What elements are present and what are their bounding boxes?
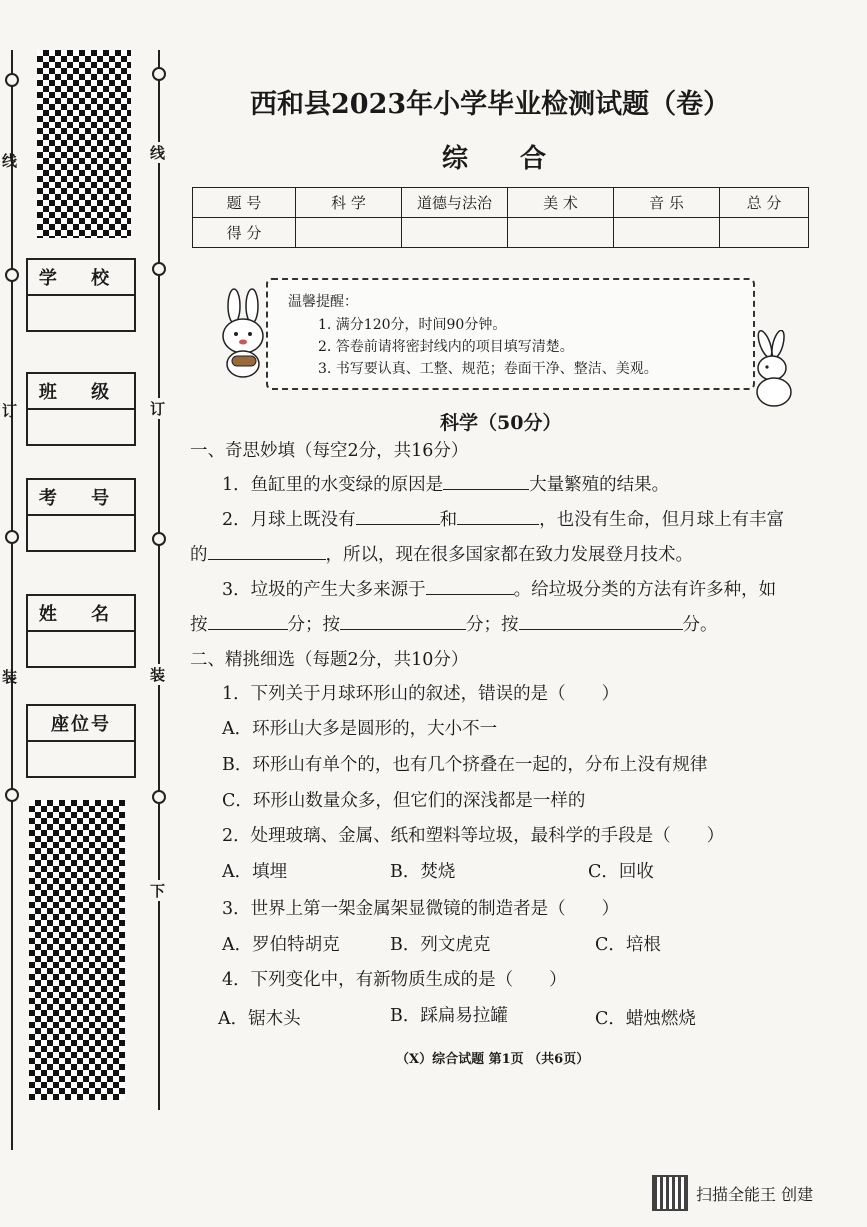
score-header: 科 学 <box>296 188 402 218</box>
option: A．环形山大多是圆形的，大小不一 <box>222 719 498 739</box>
close-paren: ） <box>601 899 620 919</box>
mc-question-1 <box>222 680 619 705</box>
name-label: 姓 名 <box>28 596 134 632</box>
score-table <box>192 187 809 248</box>
page-subtitle: 综 合 <box>442 144 547 174</box>
question-text: 2．月球上既没有 <box>222 510 356 530</box>
question-3 <box>222 576 776 601</box>
question-3-cont <box>190 611 718 636</box>
bunny-right-illustration <box>748 330 798 410</box>
answer-blank[interactable] <box>340 611 466 630</box>
page-title: 西和县2023年小学毕业检测试题（卷） <box>250 89 731 120</box>
binding-char: 线 <box>150 144 166 162</box>
score-header: 音 乐 <box>614 188 720 218</box>
part1-heading: 一、奇思妙填（每空2分，共16分） <box>190 441 469 461</box>
scanner-watermark: 扫描全能王 创建 <box>696 1185 814 1204</box>
seat-number-label: 座位号 <box>28 706 134 742</box>
name-field[interactable] <box>26 594 136 668</box>
option: C．环形山数量众多，但它们的深浅都是一样的 <box>222 791 586 811</box>
checker-pattern-top <box>37 50 131 238</box>
question-text: 4．下列变化中，有新物质生成的是（ <box>222 970 514 990</box>
option: B．焚烧 <box>390 862 456 882</box>
question-text: 2．处理玻璃、金属、纸和塑料等垃圾，最科学的手段是（ <box>222 826 671 846</box>
score-cell-art[interactable] <box>508 218 614 248</box>
question-1 <box>222 471 669 496</box>
exam-number-label: 考 号 <box>28 480 134 516</box>
school-field[interactable] <box>26 258 136 332</box>
answer-blank[interactable] <box>426 576 514 595</box>
binding-char: 订 <box>150 400 166 418</box>
answer-blank[interactable] <box>443 471 529 490</box>
tips-heading: 温馨提醒： <box>288 294 358 310</box>
mc-question-3 <box>222 895 619 920</box>
question-text: 1．下列关于月球环形山的叙述，错误的是（ <box>222 684 566 704</box>
answer-blank[interactable] <box>519 611 683 630</box>
score-header: 道德与法治 <box>402 188 508 218</box>
question-text: 1．鱼缸里的水变绿的原因是 <box>222 475 444 495</box>
question-text: 3．世界上第一架金属架显微镜的制造者是（ <box>222 899 566 919</box>
binding-char: 订 <box>2 402 18 420</box>
class-field[interactable] <box>26 372 136 446</box>
question-text: 分；按 <box>466 615 519 635</box>
bunny-left-illustration <box>214 288 274 383</box>
option: C．培根 <box>595 935 661 955</box>
tip-item: 3. 书写要认真、工整、规范；卷面干净、整洁、美观。 <box>318 361 658 377</box>
tip-item: 2. 答卷前请将密封线内的项目填写清楚。 <box>318 339 574 355</box>
score-cell-total[interactable] <box>720 218 809 248</box>
tip-item: 1. 满分120分，时间90分钟。 <box>318 317 507 333</box>
class-label: 班 级 <box>28 374 134 410</box>
binding-char: 装 <box>2 668 18 686</box>
option: C．回收 <box>588 862 654 882</box>
question-text: ，也没有生命，但月球上有丰富 <box>539 510 785 530</box>
answer-blank[interactable] <box>208 541 326 560</box>
close-paren: ） <box>601 684 620 704</box>
score-table-score-row <box>193 218 809 248</box>
option: B．列文虎克 <box>390 935 491 955</box>
question-text: ，所以，现在很多国家都在致力发展登月技术。 <box>325 545 693 565</box>
question-text: 的 <box>190 545 208 565</box>
section-title: 科学（50分） <box>440 412 562 434</box>
mc-question-2 <box>222 822 724 847</box>
question-text: 分；按 <box>287 615 340 635</box>
score-cell-morality[interactable] <box>402 218 508 248</box>
question-2-cont <box>190 541 693 566</box>
school-label: 学 校 <box>28 260 134 296</box>
score-cell-music[interactable] <box>614 218 720 248</box>
question-text: 按 <box>190 615 208 635</box>
score-cell-science[interactable] <box>296 218 402 248</box>
answer-blank[interactable] <box>356 506 440 525</box>
question-text: 3．垃圾的产生大多来源于 <box>222 580 426 600</box>
option: B．环形山有单个的，也有几个挤叠在一起的，分布上没有规律 <box>222 755 708 775</box>
question-text: 分。 <box>682 615 718 635</box>
answer-blank[interactable] <box>208 611 288 630</box>
exam-number-field[interactable] <box>26 478 136 552</box>
binding-char: 线 <box>2 152 18 170</box>
question-text: 和 <box>439 510 458 530</box>
option: C．蜡烛燃烧 <box>595 1009 696 1029</box>
close-paren: ） <box>549 970 567 990</box>
score-table-header-row <box>193 188 809 218</box>
option: A．罗伯特胡克 <box>222 935 340 955</box>
tips-box <box>266 278 755 390</box>
part2-heading: 二、精挑细选（每题2分，共10分） <box>190 650 469 670</box>
checker-pattern-bottom <box>29 800 125 1100</box>
binding-char: 装 <box>150 666 166 684</box>
question-text: 大量繁殖的结果。 <box>529 475 670 495</box>
close-paren: ） <box>706 826 725 846</box>
binding-char: 下 <box>150 882 166 900</box>
question-text: 。给垃圾分类的方法有许多种，如 <box>513 580 777 600</box>
answer-blank[interactable] <box>457 506 539 525</box>
option: A．填埋 <box>222 862 288 882</box>
seat-number-field[interactable] <box>26 704 136 778</box>
score-row-label: 得 分 <box>193 218 296 248</box>
qr-code-icon <box>652 1175 688 1211</box>
mc-question-4 <box>222 966 567 991</box>
option: B．踩扁易拉罐 <box>390 1006 508 1026</box>
question-2 <box>222 506 784 531</box>
option: A．锯木头 <box>218 1009 301 1029</box>
score-header: 美 术 <box>508 188 614 218</box>
score-header: 总 分 <box>720 188 809 218</box>
score-header: 题 号 <box>193 188 296 218</box>
page-footer: （X）综合试题 第1页 （共6页） <box>396 1052 590 1067</box>
